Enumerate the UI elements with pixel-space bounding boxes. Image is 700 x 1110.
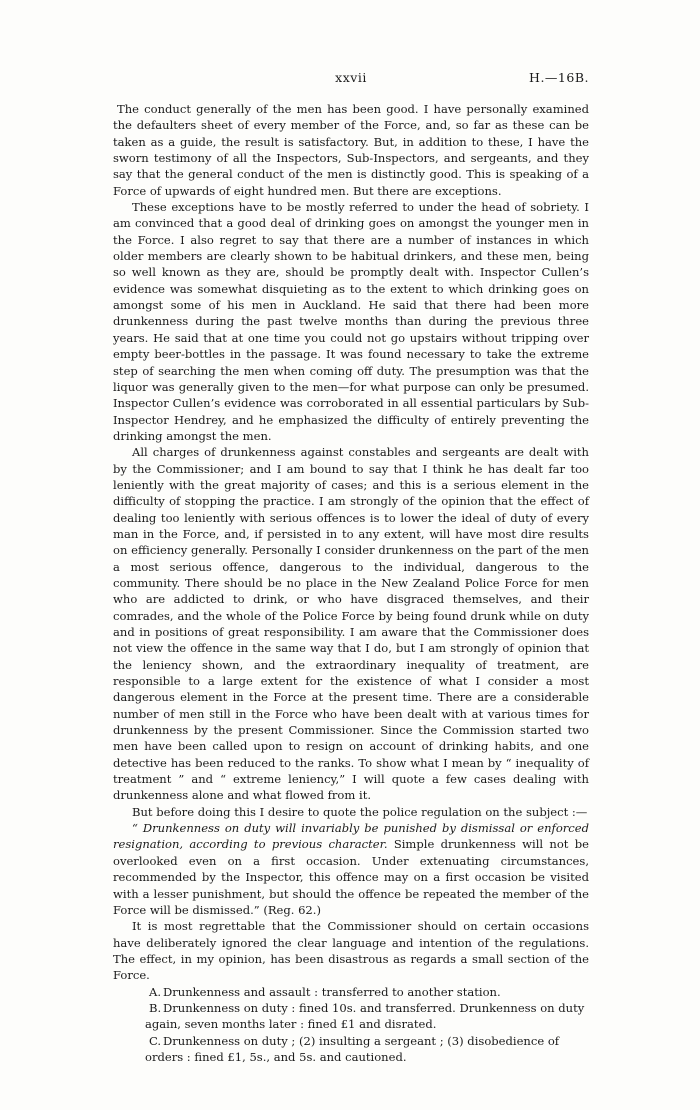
case-text: Drunkenness on duty ; (2) insulting a sergeant ; (3) disobedience of orders : fined £1, 5s., and 5s. and cautioned. bbox=[145, 1033, 560, 1064]
case-marker: A. bbox=[149, 984, 162, 999]
case-list bbox=[113, 984, 589, 1066]
regulation-quote bbox=[113, 820, 589, 918]
page-header bbox=[113, 70, 589, 90]
paragraph-sobriety: These exceptions have to be mostly referred to under the head of sobriety. I am convinced that a good deal of drinking goes on amongst the younger men in the Force. I also regret to say that there are a number of instances in which older members are clearly shown to be habitual drinkers, and these men, being so well known as they are, should be promptly dealt with. Inspector Cullen’s evidence was somewhat disquieting as to the extent to which drinking goes on amongst some of his men in Auckland. He said that there had been more drunkenness during the past twelve months than during the previous three years. He said that at one time you could not go upstairs without tripping over empty beer-bottles in the passage. It was found necessary to take the extreme step of searching the men when coming off duty. The presumption was that the liquor was generally given to the men—for what purpose can only be presumed. Inspector Cullen’s evidence was corroborated in all essential particulars by Sub-Inspector Hendrey, and he emphasized the difficulty of entirely preventing the drinking amongst the men. bbox=[113, 200, 589, 443]
regulation-quote-italic: “ Drunkenness on duty will invariably be punished by dismissal or enforced resignation, according to previous character. bbox=[113, 821, 589, 852]
case-item bbox=[113, 984, 589, 1000]
case-marker: B. bbox=[149, 1000, 162, 1015]
regulation-quote-plain: Simple drunkenness will not be overlooked even on a first occasion. Under extenuating circumstances, recommended by the Inspector, this offence may on a first occasion be visited with a lesser punishment, but should the offence be repeated the member of the Force will be dismissed.” (Reg. 62.) bbox=[113, 837, 589, 917]
page-number: xxvii bbox=[335, 70, 367, 85]
document-code: H.—16B. bbox=[529, 70, 589, 85]
case-marker: C. bbox=[149, 1033, 162, 1048]
case-text: Drunkenness and assault : transferred to another station. bbox=[163, 984, 501, 999]
paragraph-drunkenness-charges: All charges of drunkenness against constables and sergeants are dealt with by the Commissioner; and I am bound to say that I think he has dealt far too leniently with the great majority of cases; and this is a serious element in the difficulty of stopping the practice. I am strongly of the opinion that the effect of dealing too leniently with serious offences is to lower the ideal of duty of every man in the Force, and, if persisted in to any extent, will have most dire results on efficiency generally. Personally I consider drunkenness on the part of the men a most serious offence, dangerous to the individual, dangerous to the community. There should be no place in the New Zealand Police Force for men who are addicted to drink, or who have disgraced themselves, and their comrades, and the whole of the Police Force by being found drunk while on duty and in positions of great responsibility. I am aware that the Commissioner does not view the offence in the same way that I do, but I am strongly of opinion that the leniency shown, and the extraordinary inequality of treatment, are responsible to a large extent for the existence of what I consider a most dangerous element in the Force at the present time. There are a considerable number of men still in the Force who have been dealt with at various times for drunkenness by the present Commissioner. Since the Commission started two men have been called upon to resign on account of drinking habits, and one detective has been reduced to the ranks. To show what I mean by “ inequality of treatment ” and “ extreme leniency,” I will quote a few cases dealing with drunkenness alone and what flowed from it. bbox=[113, 445, 589, 803]
paragraph-regret: It is most regrettable that the Commissioner should on certain occasions have deliberately ignored the clear language and intention of the regulations. The effect, in my opinion, has been disastrous as regards a small section of the Force. bbox=[113, 919, 589, 983]
case-item bbox=[113, 1033, 589, 1066]
case-text: Drunkenness on duty : fined 10s. and transferred. Drunkenness on duty again, seven months later : fined £1 and disrated. bbox=[145, 1000, 585, 1032]
case-item bbox=[113, 1000, 589, 1033]
paragraph-regulation-intro: But before doing this I desire to quote the police regulation on the subject :— bbox=[132, 804, 588, 819]
paragraph-conduct: The conduct generally of the men has been good. I have personally examined the defaulters sheet of every member of the Force, and, so far as these can be taken as a guide, the result is satisfactory. But, in addition to these, I have the sworn testimony of all the Inspectors, Sub-Inspectors, and sergeants, and they say that the general conduct of the men is distinctly good. This is speaking of a Force of upwards of eight hundred men. But there are exceptions. bbox=[113, 102, 589, 198]
report-body bbox=[113, 101, 589, 1065]
